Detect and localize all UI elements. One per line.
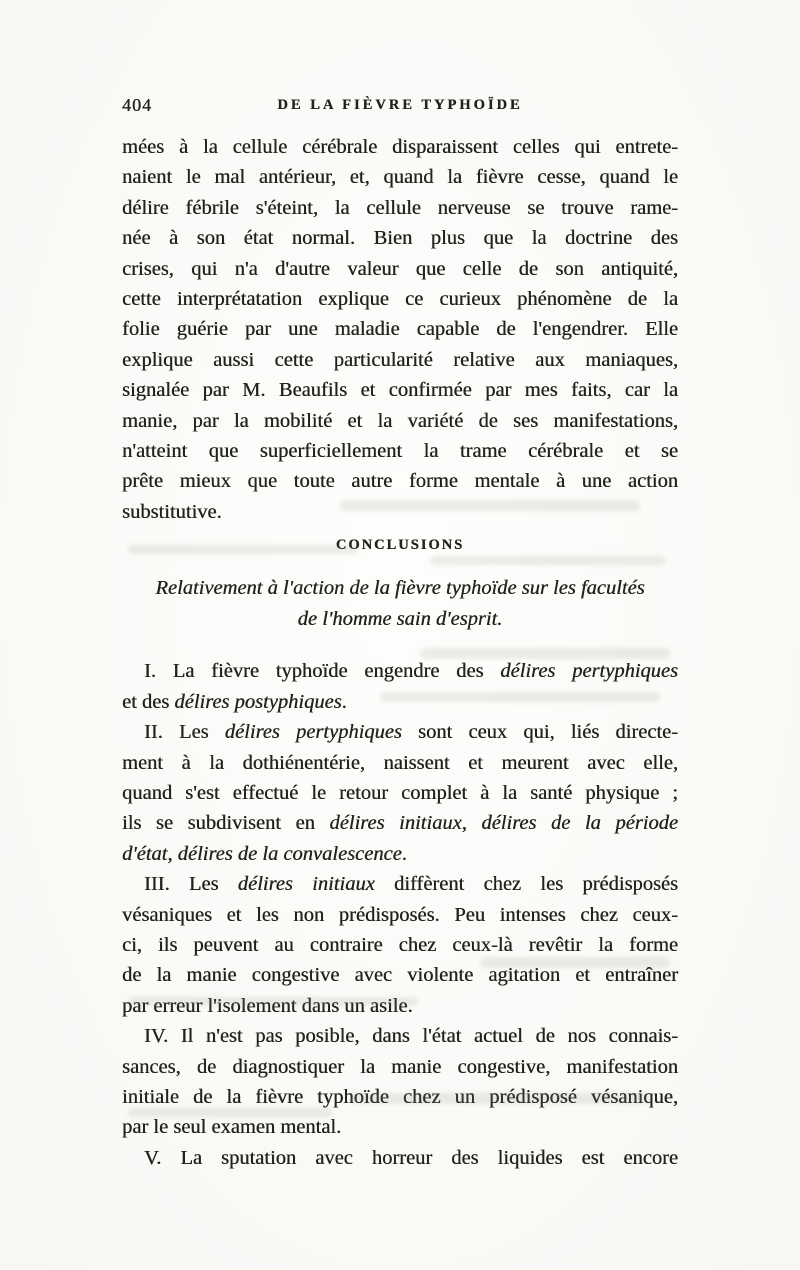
text-line xyxy=(122,900,678,930)
italic-text: délires initiaux, délires de la période xyxy=(329,812,678,835)
text-line xyxy=(122,254,678,284)
text-line xyxy=(122,869,678,899)
text-segment: et des xyxy=(122,690,175,713)
text-line xyxy=(122,1082,678,1112)
italic-text: délires pertyphiques xyxy=(224,721,402,744)
text-line xyxy=(122,748,678,778)
text-line xyxy=(122,223,678,253)
italic-text: délires postyphiques xyxy=(174,690,342,713)
text-segment: sont ceux qui, liés directe- xyxy=(401,721,678,744)
italic-text: d'état, délires de la convalescence xyxy=(122,842,402,865)
italic-text: de l'homme sain d'esprit. xyxy=(297,608,503,631)
text-segment: I. La fièvre typhoïde engendre des xyxy=(144,660,501,683)
text-segment: ils se subdivisent en xyxy=(122,812,330,835)
conclusion-item xyxy=(122,717,678,869)
text-segment: quand s'est effectué le retour complet à la santé physique ; xyxy=(122,781,678,804)
section-subtitle xyxy=(122,573,678,635)
text-line xyxy=(122,573,678,604)
text-line xyxy=(122,1112,678,1142)
page-number: 404 xyxy=(122,95,152,115)
text-line xyxy=(122,1021,678,1051)
text-line xyxy=(122,345,678,375)
text-segment: vésaniques et les non prédisposés. Peu intenses chez ceux- xyxy=(122,903,678,926)
text-segment: de la manie congestive avec violente agitation et entraîner xyxy=(122,964,678,987)
text-line xyxy=(122,1052,678,1082)
body-paragraph xyxy=(122,132,678,527)
text-line xyxy=(122,687,678,717)
text-segment: folie guérie par une maladie capable de l'engendrer. Elle xyxy=(122,318,678,341)
text-segment: explique aussi cette particularité relative aux maniaques, xyxy=(122,348,678,371)
text-line xyxy=(122,1143,678,1173)
text-line xyxy=(122,132,678,162)
text-line xyxy=(122,406,678,436)
text-line xyxy=(122,314,678,344)
text-line xyxy=(122,375,678,405)
text-line xyxy=(122,991,678,1021)
text-segment: diffèrent chez les prédisposés xyxy=(374,873,678,896)
text-segment: n'atteint que superficiellement la trame cérébrale et se xyxy=(122,440,678,463)
text-segment: cette interprétatation explique ce curieux phénomène de la xyxy=(122,288,678,311)
text-line xyxy=(122,284,678,314)
text-line xyxy=(122,497,678,527)
text-segment: initiale de la fièvre typhoïde chez un prédisposé vésanique, xyxy=(122,1085,678,1108)
text-segment: II. Les xyxy=(144,721,225,744)
text-line xyxy=(122,656,678,686)
text-segment: signalée par M. Beaufils et confirmée par mes faits, car la xyxy=(122,379,678,402)
text-segment: III. Les xyxy=(144,873,238,896)
conclusion-item xyxy=(122,1143,678,1173)
section-heading: CONCLUSIONS xyxy=(335,537,465,554)
text-segment: V. La sputation avec horreur des liquides est encore xyxy=(144,1146,678,1169)
text-line xyxy=(122,930,678,960)
text-line xyxy=(122,162,678,192)
text-line xyxy=(122,960,678,990)
text-line xyxy=(122,717,678,747)
conclusion-item xyxy=(122,869,678,1021)
italic-text: délires initiaux xyxy=(237,873,375,896)
italic-text: Relativement à l'action de la fièvre typhoïde sur les facultés xyxy=(155,577,645,600)
text-line xyxy=(122,839,678,869)
text-segment: née à son état normal. Bien plus que la doctrine des xyxy=(122,227,678,250)
text-line xyxy=(122,604,678,635)
conclusion-item xyxy=(122,1021,678,1143)
text-segment: manie, par la mobilité et la variété de ses manifestations, xyxy=(122,409,678,432)
text-line xyxy=(122,436,678,466)
text-segment: ment à la dothiénentérie, naissent et meurent avec elle, xyxy=(122,751,678,774)
conclusion-item xyxy=(122,656,678,717)
text-segment: substitutive. xyxy=(122,500,222,523)
text-segment: prête mieux que toute autre forme mentale à une action xyxy=(122,470,678,493)
running-title: DE LA FIÈVRE TYPHOÏDE xyxy=(277,97,523,113)
text-segment: par erreur l'isolement dans un asile. xyxy=(122,994,413,1017)
text-line xyxy=(122,193,678,223)
text-segment: ci, ils peuvent au contraire chez ceux-là revêtir la forme xyxy=(122,933,678,956)
text-line xyxy=(122,466,678,496)
italic-text: délires pertyphiques xyxy=(500,660,678,683)
text-segment: IV. Il n'est pas posible, dans l'état actuel de nos connais- xyxy=(144,1025,678,1048)
text-line xyxy=(122,808,678,838)
page-header xyxy=(122,95,678,117)
text-segment: naient le mal antérieur, et, quand la fièvre cesse, quand le xyxy=(122,166,678,189)
text-segment: mées à la cellule cérébrale disparaissent celles qui entrete- xyxy=(122,136,678,158)
page-body xyxy=(122,132,678,1173)
text-segment: . xyxy=(401,842,407,865)
text-segment: délire fébrile s'éteint, la cellule nerveuse se trouve rame- xyxy=(122,196,678,219)
text-line xyxy=(122,778,678,808)
text-segment: par le seul examen mental. xyxy=(122,1116,342,1139)
text-segment: crises, qui n'a d'autre valeur que celle de son antiquité, xyxy=(122,257,678,280)
text-segment: sances, de diagnostiquer la manie congestive, manifestation xyxy=(122,1055,678,1078)
text-segment: . xyxy=(341,690,347,713)
